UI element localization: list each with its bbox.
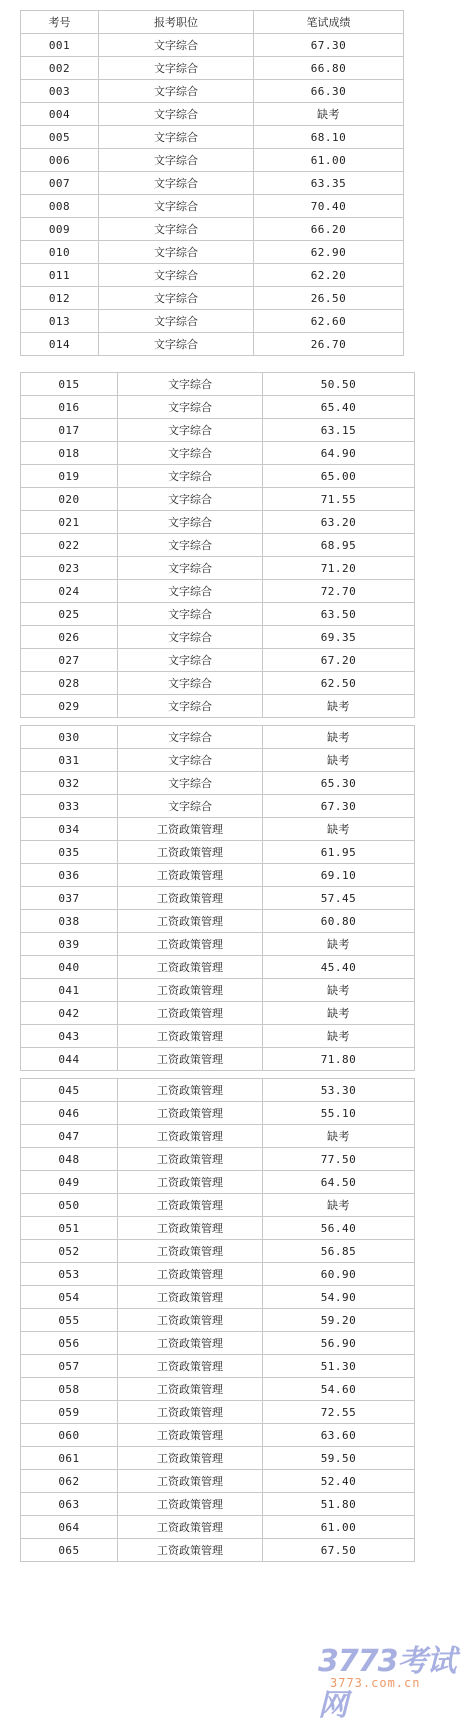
score-cell: 55.10 xyxy=(263,1102,415,1125)
score-cell: 56.85 xyxy=(263,1240,415,1263)
position-cell: 文字综合 xyxy=(99,333,254,356)
position-cell: 工资政策管理 xyxy=(118,933,263,956)
position-cell: 工资政策管理 xyxy=(118,956,263,979)
exam-id-cell: 012 xyxy=(21,287,99,310)
position-cell: 文字综合 xyxy=(99,195,254,218)
table-row xyxy=(21,772,415,795)
table-row xyxy=(21,795,415,818)
position-cell: 工资政策管理 xyxy=(118,1332,263,1355)
position-cell: 文字综合 xyxy=(99,34,254,57)
position-cell: 工资政策管理 xyxy=(118,1470,263,1493)
score-cell: 51.80 xyxy=(263,1493,415,1516)
table-row xyxy=(21,1447,415,1470)
table-row xyxy=(21,1516,415,1539)
score-cell: 56.40 xyxy=(263,1217,415,1240)
exam-id-cell: 065 xyxy=(21,1539,118,1562)
position-cell: 文字综合 xyxy=(118,534,263,557)
score-cell: 缺考 xyxy=(263,1194,415,1217)
position-cell: 工资政策管理 xyxy=(118,1125,263,1148)
table-row xyxy=(21,818,415,841)
exam-id-cell: 008 xyxy=(21,195,99,218)
table-row xyxy=(21,287,404,310)
score-cell: 51.30 xyxy=(263,1355,415,1378)
position-cell: 文字综合 xyxy=(118,419,263,442)
position-cell: 工资政策管理 xyxy=(118,1286,263,1309)
position-cell: 文字综合 xyxy=(99,218,254,241)
exam-id-cell: 029 xyxy=(21,695,118,718)
exam-id-cell: 056 xyxy=(21,1332,118,1355)
exam-id-cell: 052 xyxy=(21,1240,118,1263)
position-cell: 文字综合 xyxy=(118,695,263,718)
position-cell: 工资政策管理 xyxy=(118,1025,263,1048)
table-row xyxy=(21,34,404,57)
table-row xyxy=(21,1263,415,1286)
exam-id-cell: 042 xyxy=(21,1002,118,1025)
table-row xyxy=(21,1102,415,1125)
exam-id-cell: 034 xyxy=(21,818,118,841)
position-cell: 工资政策管理 xyxy=(118,1493,263,1516)
position-cell: 工资政策管理 xyxy=(118,1048,263,1071)
table-row xyxy=(21,264,404,287)
position-cell: 文字综合 xyxy=(99,103,254,126)
exam-id-cell: 061 xyxy=(21,1447,118,1470)
exam-id-cell: 011 xyxy=(21,264,99,287)
table-row xyxy=(21,841,415,864)
exam-id-cell: 031 xyxy=(21,749,118,772)
score-cell: 缺考 xyxy=(263,1002,415,1025)
table-row xyxy=(21,1048,415,1071)
score-cell: 68.10 xyxy=(254,126,404,149)
table-row xyxy=(21,749,415,772)
exam-id-cell: 019 xyxy=(21,465,118,488)
exam-id-cell: 049 xyxy=(21,1171,118,1194)
exam-id-cell: 053 xyxy=(21,1263,118,1286)
position-cell: 文字综合 xyxy=(118,795,263,818)
header-written-score: 笔试成绩 xyxy=(254,11,404,34)
score-cell: 60.90 xyxy=(263,1263,415,1286)
exam-id-cell: 032 xyxy=(21,772,118,795)
score-cell: 62.20 xyxy=(254,264,404,287)
score-cell: 63.15 xyxy=(263,419,415,442)
score-cell: 缺考 xyxy=(263,695,415,718)
exam-id-cell: 020 xyxy=(21,488,118,511)
exam-id-cell: 062 xyxy=(21,1470,118,1493)
table-row xyxy=(21,1240,415,1263)
position-cell: 文字综合 xyxy=(118,749,263,772)
exam-id-cell: 002 xyxy=(21,57,99,80)
table-row xyxy=(21,103,404,126)
position-cell: 工资政策管理 xyxy=(118,864,263,887)
position-cell: 文字综合 xyxy=(99,126,254,149)
position-cell: 文字综合 xyxy=(118,465,263,488)
table-row xyxy=(21,488,415,511)
table-row xyxy=(21,126,404,149)
table-row xyxy=(21,80,404,103)
exam-id-cell: 055 xyxy=(21,1309,118,1332)
table-row xyxy=(21,626,415,649)
score-cell: 26.50 xyxy=(254,287,404,310)
table-row xyxy=(21,1355,415,1378)
table-row xyxy=(21,726,415,749)
position-cell: 工资政策管理 xyxy=(118,1148,263,1171)
exam-id-cell: 060 xyxy=(21,1424,118,1447)
exam-id-cell: 007 xyxy=(21,172,99,195)
score-cell: 77.50 xyxy=(263,1148,415,1171)
exam-id-cell: 015 xyxy=(21,373,118,396)
score-cell: 缺考 xyxy=(254,103,404,126)
table-row xyxy=(21,672,415,695)
score-cell: 67.50 xyxy=(263,1539,415,1562)
score-cell: 53.30 xyxy=(263,1079,415,1102)
score-cell: 65.00 xyxy=(263,465,415,488)
watermark-url-text: 3773.com.cn xyxy=(330,1676,421,1690)
table-row xyxy=(21,442,415,465)
position-cell: 文字综合 xyxy=(118,373,263,396)
table-row xyxy=(21,887,415,910)
score-cell: 63.35 xyxy=(254,172,404,195)
position-cell: 工资政策管理 xyxy=(118,1516,263,1539)
exam-id-cell: 013 xyxy=(21,310,99,333)
site-watermark-logo xyxy=(318,1636,468,1723)
score-cell: 52.40 xyxy=(263,1470,415,1493)
score-table-segment xyxy=(20,1078,415,1562)
table-row xyxy=(21,172,404,195)
position-cell: 文字综合 xyxy=(118,626,263,649)
position-cell: 文字综合 xyxy=(118,511,263,534)
table-row xyxy=(21,649,415,672)
table-row xyxy=(21,333,404,356)
table-row xyxy=(21,534,415,557)
score-table-segment xyxy=(20,372,415,718)
exam-id-cell: 024 xyxy=(21,580,118,603)
table-row xyxy=(21,1493,415,1516)
exam-id-cell: 033 xyxy=(21,795,118,818)
position-cell: 工资政策管理 xyxy=(118,979,263,1002)
score-cell: 66.30 xyxy=(254,80,404,103)
score-cell: 69.35 xyxy=(263,626,415,649)
score-cell: 67.30 xyxy=(254,34,404,57)
score-cell: 缺考 xyxy=(263,726,415,749)
header-position: 报考职位 xyxy=(99,11,254,34)
table-row xyxy=(21,1424,415,1447)
exam-id-cell: 001 xyxy=(21,34,99,57)
exam-id-cell: 040 xyxy=(21,956,118,979)
exam-id-cell: 046 xyxy=(21,1102,118,1125)
position-cell: 文字综合 xyxy=(118,603,263,626)
table-row xyxy=(21,396,415,419)
exam-id-cell: 051 xyxy=(21,1217,118,1240)
table-row xyxy=(21,864,415,887)
exam-id-cell: 028 xyxy=(21,672,118,695)
table-row xyxy=(21,1125,415,1148)
table-row xyxy=(21,419,415,442)
exam-id-cell: 018 xyxy=(21,442,118,465)
score-cell: 缺考 xyxy=(263,933,415,956)
position-cell: 文字综合 xyxy=(99,172,254,195)
score-cell: 50.50 xyxy=(263,373,415,396)
exam-id-cell: 035 xyxy=(21,841,118,864)
table-row xyxy=(21,1079,415,1102)
position-cell: 工资政策管理 xyxy=(118,1002,263,1025)
table-row xyxy=(21,1378,415,1401)
score-cell: 64.90 xyxy=(263,442,415,465)
table-row xyxy=(21,149,404,172)
exam-id-cell: 036 xyxy=(21,864,118,887)
position-cell: 文字综合 xyxy=(118,580,263,603)
score-cell: 65.40 xyxy=(263,396,415,419)
score-cell: 缺考 xyxy=(263,979,415,1002)
exam-id-cell: 063 xyxy=(21,1493,118,1516)
score-cell: 缺考 xyxy=(263,1125,415,1148)
position-cell: 文字综合 xyxy=(118,396,263,419)
table-row xyxy=(21,1401,415,1424)
table-row xyxy=(21,310,404,333)
exam-id-cell: 059 xyxy=(21,1401,118,1424)
exam-id-cell: 014 xyxy=(21,333,99,356)
position-cell: 工资政策管理 xyxy=(118,1240,263,1263)
position-cell: 工资政策管理 xyxy=(118,887,263,910)
exam-id-cell: 016 xyxy=(21,396,118,419)
score-cell: 67.20 xyxy=(263,649,415,672)
position-cell: 文字综合 xyxy=(118,442,263,465)
exam-id-cell: 023 xyxy=(21,557,118,580)
table-row xyxy=(21,373,415,396)
score-cell: 57.45 xyxy=(263,887,415,910)
position-cell: 文字综合 xyxy=(99,57,254,80)
score-cell: 54.90 xyxy=(263,1286,415,1309)
table-row xyxy=(21,1309,415,1332)
score-cell: 72.70 xyxy=(263,580,415,603)
position-cell: 文字综合 xyxy=(99,149,254,172)
position-cell: 文字综合 xyxy=(99,264,254,287)
exam-id-cell: 050 xyxy=(21,1194,118,1217)
table-row xyxy=(21,603,415,626)
exam-id-cell: 057 xyxy=(21,1355,118,1378)
exam-id-cell: 058 xyxy=(21,1378,118,1401)
table-row xyxy=(21,580,415,603)
position-cell: 文字综合 xyxy=(118,488,263,511)
position-cell: 工资政策管理 xyxy=(118,1424,263,1447)
score-cell: 缺考 xyxy=(263,749,415,772)
position-cell: 工资政策管理 xyxy=(118,1079,263,1102)
table-row xyxy=(21,979,415,1002)
table-row xyxy=(21,511,415,534)
position-cell: 文字综合 xyxy=(99,310,254,333)
table-row xyxy=(21,956,415,979)
score-cell: 26.70 xyxy=(254,333,404,356)
exam-id-cell: 017 xyxy=(21,419,118,442)
score-cell: 71.20 xyxy=(263,557,415,580)
table-header-row xyxy=(21,11,404,34)
exam-id-cell: 043 xyxy=(21,1025,118,1048)
table-row xyxy=(21,1194,415,1217)
score-cell: 56.90 xyxy=(263,1332,415,1355)
exam-id-cell: 025 xyxy=(21,603,118,626)
table-row xyxy=(21,1286,415,1309)
score-cell: 63.60 xyxy=(263,1424,415,1447)
score-cell: 61.95 xyxy=(263,841,415,864)
score-cell: 62.50 xyxy=(263,672,415,695)
table-row xyxy=(21,465,415,488)
position-cell: 工资政策管理 xyxy=(118,1194,263,1217)
position-cell: 工资政策管理 xyxy=(118,1263,263,1286)
table-row xyxy=(21,1025,415,1048)
position-cell: 文字综合 xyxy=(118,772,263,795)
watermark-logo-text: 3773考试网 xyxy=(318,1644,456,1723)
exam-id-cell: 006 xyxy=(21,149,99,172)
score-cell: 68.95 xyxy=(263,534,415,557)
position-cell: 工资政策管理 xyxy=(118,1378,263,1401)
position-cell: 工资政策管理 xyxy=(118,1355,263,1378)
score-cell: 71.80 xyxy=(263,1048,415,1071)
table-row xyxy=(21,57,404,80)
score-cell: 66.80 xyxy=(254,57,404,80)
exam-id-cell: 045 xyxy=(21,1079,118,1102)
score-cell: 59.50 xyxy=(263,1447,415,1470)
score-cell: 60.80 xyxy=(263,910,415,933)
exam-id-cell: 004 xyxy=(21,103,99,126)
position-cell: 工资政策管理 xyxy=(118,1171,263,1194)
score-cell: 72.55 xyxy=(263,1401,415,1424)
table-row xyxy=(21,695,415,718)
score-cell: 67.30 xyxy=(263,795,415,818)
exam-id-cell: 054 xyxy=(21,1286,118,1309)
position-cell: 工资政策管理 xyxy=(118,1447,263,1470)
position-cell: 工资政策管理 xyxy=(118,1401,263,1424)
table-row xyxy=(21,195,404,218)
table-row xyxy=(21,1002,415,1025)
exam-id-cell: 022 xyxy=(21,534,118,557)
position-cell: 文字综合 xyxy=(118,557,263,580)
score-cell: 66.20 xyxy=(254,218,404,241)
score-cell: 69.10 xyxy=(263,864,415,887)
position-cell: 工资政策管理 xyxy=(118,1217,263,1240)
table-row xyxy=(21,557,415,580)
table-row xyxy=(21,1539,415,1562)
exam-id-cell: 037 xyxy=(21,887,118,910)
score-cell: 缺考 xyxy=(263,1025,415,1048)
score-cell: 61.00 xyxy=(254,149,404,172)
table-row xyxy=(21,241,404,264)
score-cell: 61.00 xyxy=(263,1516,415,1539)
table-row xyxy=(21,218,404,241)
position-cell: 文字综合 xyxy=(99,241,254,264)
table-row xyxy=(21,1217,415,1240)
header-exam-id: 考号 xyxy=(21,11,99,34)
exam-id-cell: 047 xyxy=(21,1125,118,1148)
score-cell: 65.30 xyxy=(263,772,415,795)
score-cell: 54.60 xyxy=(263,1378,415,1401)
exam-id-cell: 009 xyxy=(21,218,99,241)
position-cell: 文字综合 xyxy=(118,726,263,749)
table-row xyxy=(21,1470,415,1493)
position-cell: 工资政策管理 xyxy=(118,841,263,864)
score-cell: 59.20 xyxy=(263,1309,415,1332)
table-row xyxy=(21,1148,415,1171)
exam-id-cell: 048 xyxy=(21,1148,118,1171)
exam-id-cell: 030 xyxy=(21,726,118,749)
exam-id-cell: 021 xyxy=(21,511,118,534)
exam-id-cell: 038 xyxy=(21,910,118,933)
score-cell: 45.40 xyxy=(263,956,415,979)
table-row xyxy=(21,933,415,956)
position-cell: 工资政策管理 xyxy=(118,1309,263,1332)
table-row xyxy=(21,1171,415,1194)
exam-id-cell: 064 xyxy=(21,1516,118,1539)
exam-id-cell: 003 xyxy=(21,80,99,103)
score-cell: 71.55 xyxy=(263,488,415,511)
position-cell: 工资政策管理 xyxy=(118,818,263,841)
score-cell: 70.40 xyxy=(254,195,404,218)
position-cell: 文字综合 xyxy=(99,287,254,310)
table-row xyxy=(21,1332,415,1355)
position-cell: 工资政策管理 xyxy=(118,910,263,933)
score-cell: 62.60 xyxy=(254,310,404,333)
position-cell: 文字综合 xyxy=(118,649,263,672)
score-table-segment xyxy=(20,725,415,1071)
position-cell: 文字综合 xyxy=(118,672,263,695)
position-cell: 工资政策管理 xyxy=(118,1102,263,1125)
exam-id-cell: 044 xyxy=(21,1048,118,1071)
score-cell: 63.50 xyxy=(263,603,415,626)
score-table-segment xyxy=(20,10,404,356)
exam-id-cell: 005 xyxy=(21,126,99,149)
exam-id-cell: 026 xyxy=(21,626,118,649)
score-cell: 63.20 xyxy=(263,511,415,534)
exam-id-cell: 039 xyxy=(21,933,118,956)
exam-id-cell: 027 xyxy=(21,649,118,672)
position-cell: 文字综合 xyxy=(99,80,254,103)
table-row xyxy=(21,910,415,933)
score-cell: 缺考 xyxy=(263,818,415,841)
position-cell: 工资政策管理 xyxy=(118,1539,263,1562)
exam-id-cell: 010 xyxy=(21,241,99,264)
score-cell: 62.90 xyxy=(254,241,404,264)
exam-id-cell: 041 xyxy=(21,979,118,1002)
score-cell: 64.50 xyxy=(263,1171,415,1194)
